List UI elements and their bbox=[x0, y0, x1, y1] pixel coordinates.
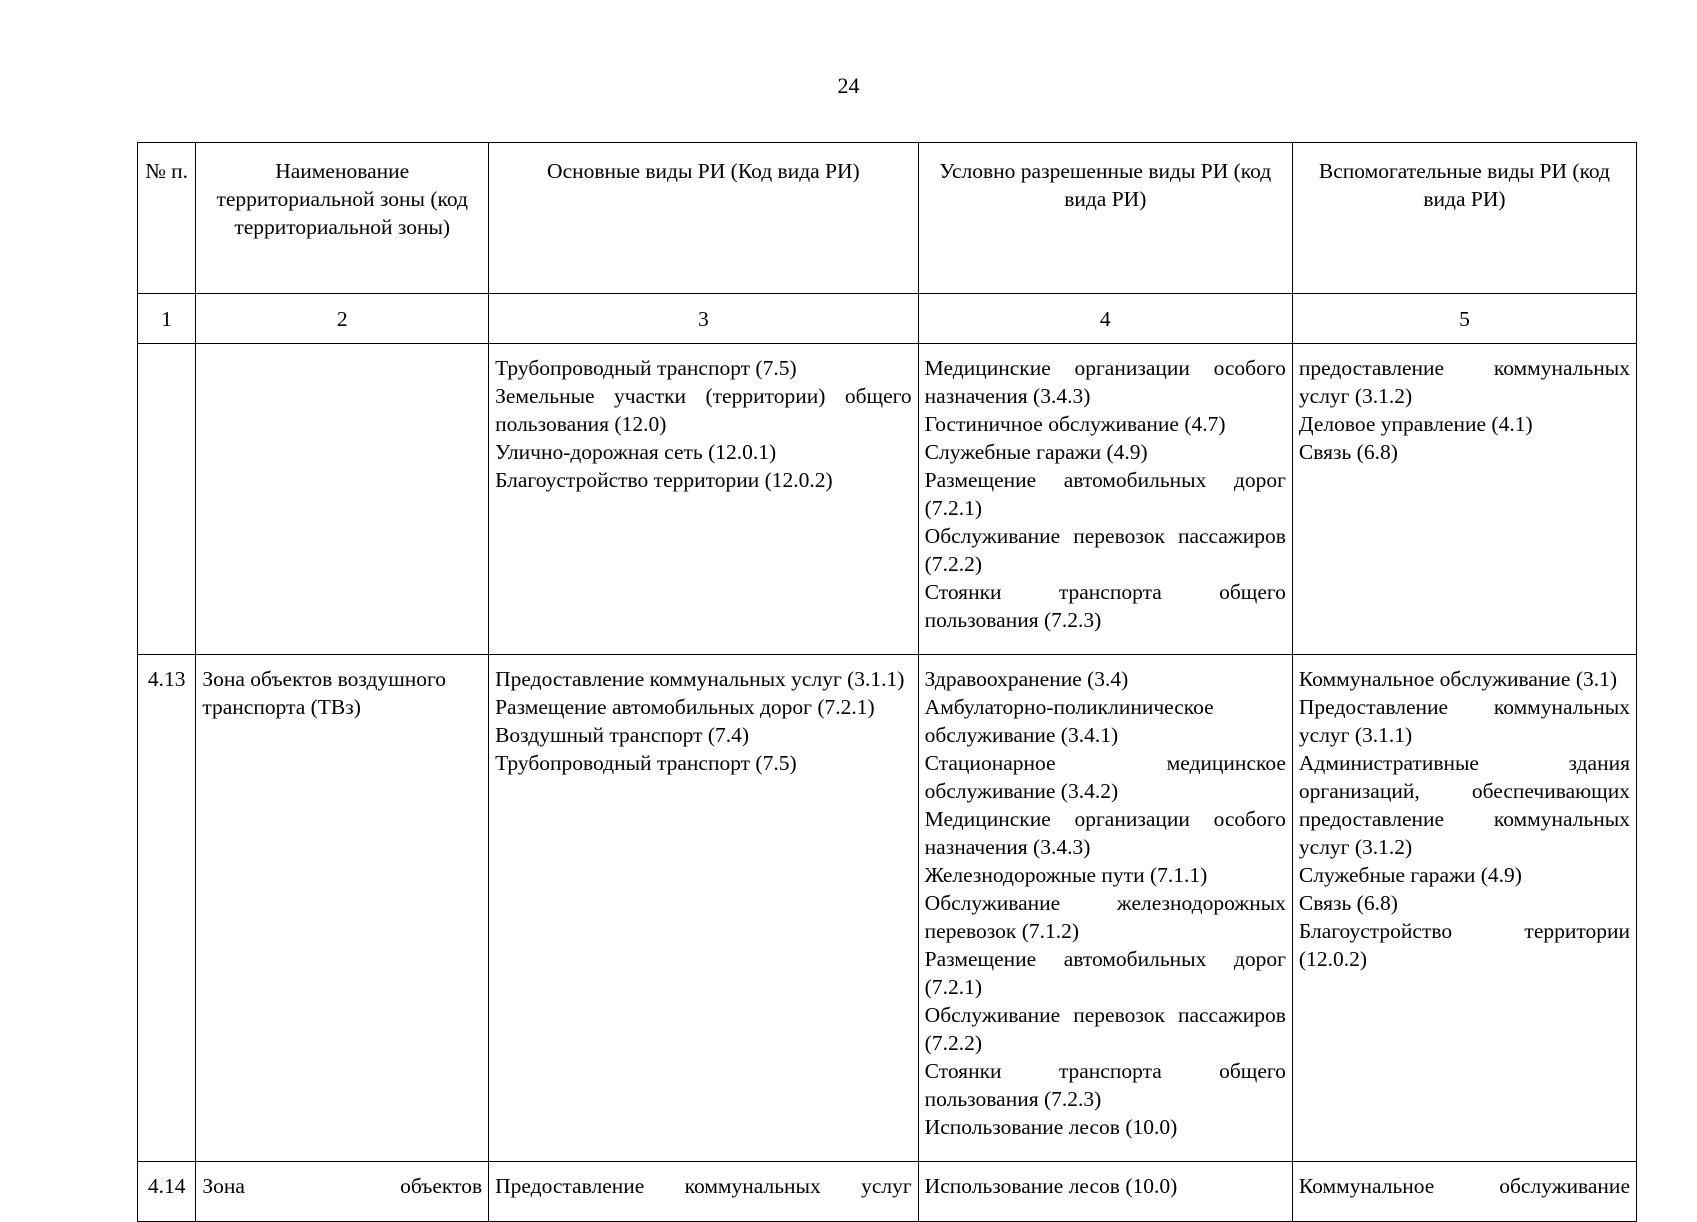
use-item: Обслуживание перевозок пассажиров (7.2.2) bbox=[924, 524, 1286, 576]
use-item: Стоянки транспорта общего пользования (7.2.3) bbox=[924, 580, 1286, 632]
zone-name: Зона объектов воздушного транспорта (ТВз) bbox=[196, 655, 489, 1162]
column-number: 2 bbox=[196, 294, 489, 344]
use-item: Благоустройство территории (12.0.2) bbox=[495, 468, 833, 492]
use-item: Связь (6.8) bbox=[1298, 891, 1398, 915]
column-number: 1 bbox=[138, 294, 196, 344]
zone-name bbox=[196, 1162, 489, 1222]
auxiliary-uses-cell bbox=[1292, 1162, 1636, 1222]
row-number: 4.13 bbox=[138, 655, 196, 1162]
use-item: Размещение автомобильных дорог (7.2.1) bbox=[924, 468, 1286, 520]
table-header-row bbox=[138, 143, 1637, 294]
column-number: 4 bbox=[918, 294, 1292, 344]
page-number: 24 bbox=[837, 73, 860, 98]
use-item: Улично-дорожная сеть (12.0.1) bbox=[495, 440, 777, 464]
use-item: Служебные гаражи (4.9) bbox=[1298, 863, 1522, 887]
use-item: Административные здания организаций, обеспечивающих предоставление коммунальных услуг (3.1.2) bbox=[1298, 751, 1630, 859]
auxiliary-uses-cell bbox=[1292, 655, 1636, 1162]
use-item: Связь (6.8) bbox=[1298, 440, 1398, 464]
row-number: 4.14 bbox=[138, 1162, 196, 1222]
conditional-uses-cell bbox=[918, 655, 1292, 1162]
main-uses-cell bbox=[489, 344, 919, 655]
use-item: Стационарное медицинское обслуживание (3.4.2) bbox=[924, 751, 1286, 803]
header-auxiliary-uses: Вспомогательные виды РИ (код вида РИ) bbox=[1292, 143, 1636, 294]
use-item: Предоставление коммунальных услуг (3.1.1) bbox=[1298, 695, 1630, 747]
conditional-uses-cell bbox=[918, 1162, 1292, 1222]
main-uses-cell bbox=[489, 655, 919, 1162]
use-item: Трубопроводный транспорт (7.5) bbox=[495, 751, 797, 775]
use-item: Амбулаторно-поликлиническое обслуживание (3.4.1) bbox=[924, 695, 1214, 747]
use-item: предоставление коммунальных услуг (3.1.2) bbox=[1298, 356, 1630, 408]
use-item: Обслуживание перевозок пассажиров (7.2.2) bbox=[924, 1003, 1286, 1055]
use-item: Здравоохранение (3.4) bbox=[924, 667, 1129, 691]
use-item: Размещение автомобильных дорог (7.2.1) bbox=[924, 947, 1286, 999]
table-row bbox=[138, 655, 1637, 1162]
use-item: Медицинские организации особого назначения (3.4.3) bbox=[924, 356, 1286, 408]
use-item: Коммунальное обслуживание (3.1) bbox=[1298, 667, 1618, 691]
column-numbers-row bbox=[138, 294, 1637, 344]
table-row bbox=[138, 1162, 1637, 1222]
main-uses-cell bbox=[489, 1162, 919, 1222]
header-main-uses: Основные виды РИ (Код вида РИ) bbox=[489, 143, 919, 294]
use-item: Деловое управление (4.1) bbox=[1298, 412, 1533, 436]
use-item: Железнодорожные пути (7.1.1) bbox=[924, 863, 1208, 887]
zone-name bbox=[196, 344, 489, 655]
column-number: 3 bbox=[489, 294, 919, 344]
row-number bbox=[138, 344, 196, 655]
use-item: Медицинские организации особого назначения (3.4.3) bbox=[924, 807, 1286, 859]
header-zone-name: Наименование территориальной зоны (код территориальной зоны) bbox=[196, 143, 489, 294]
header-conditional-uses: Условно разрешенные виды РИ (код вида РИ) bbox=[918, 143, 1292, 294]
use-item: Размещение автомобильных дорог (7.2.1) bbox=[495, 695, 875, 719]
use-item: Гостиничное обслуживание (4.7) bbox=[924, 412, 1226, 436]
use-item: Использование лесов (10.0) bbox=[924, 1174, 1178, 1198]
zones-table bbox=[137, 142, 1637, 1222]
auxiliary-uses-cell bbox=[1292, 344, 1636, 655]
column-number: 5 bbox=[1292, 294, 1636, 344]
use-item: Трубопроводный транспорт (7.5) bbox=[495, 356, 797, 380]
use-item: Земельные участки (территории) общего пользования (12.0) bbox=[495, 384, 912, 436]
use-item: Стоянки транспорта общего пользования (7.2.3) bbox=[924, 1059, 1286, 1111]
use-item: Благоустройство территории (12.0.2) bbox=[1298, 919, 1630, 971]
use-item: Использование лесов (10.0) bbox=[924, 1115, 1178, 1139]
use-item: Предоставление коммунальных услуг bbox=[495, 1174, 912, 1198]
use-item: Воздушный транспорт (7.4) bbox=[495, 723, 750, 747]
conditional-uses-cell bbox=[918, 344, 1292, 655]
table-row bbox=[138, 344, 1637, 655]
use-item: Предоставление коммунальных услуг (3.1.1) bbox=[495, 667, 905, 691]
use-item: Коммунальное обслуживание bbox=[1298, 1174, 1630, 1198]
zone-name-text: Зона объектов bbox=[202, 1174, 483, 1198]
header-number: № п. bbox=[138, 143, 196, 294]
use-item: Обслуживание железнодорожных перевозок (7.1.2) bbox=[924, 891, 1286, 943]
use-item: Служебные гаражи (4.9) bbox=[924, 440, 1148, 464]
